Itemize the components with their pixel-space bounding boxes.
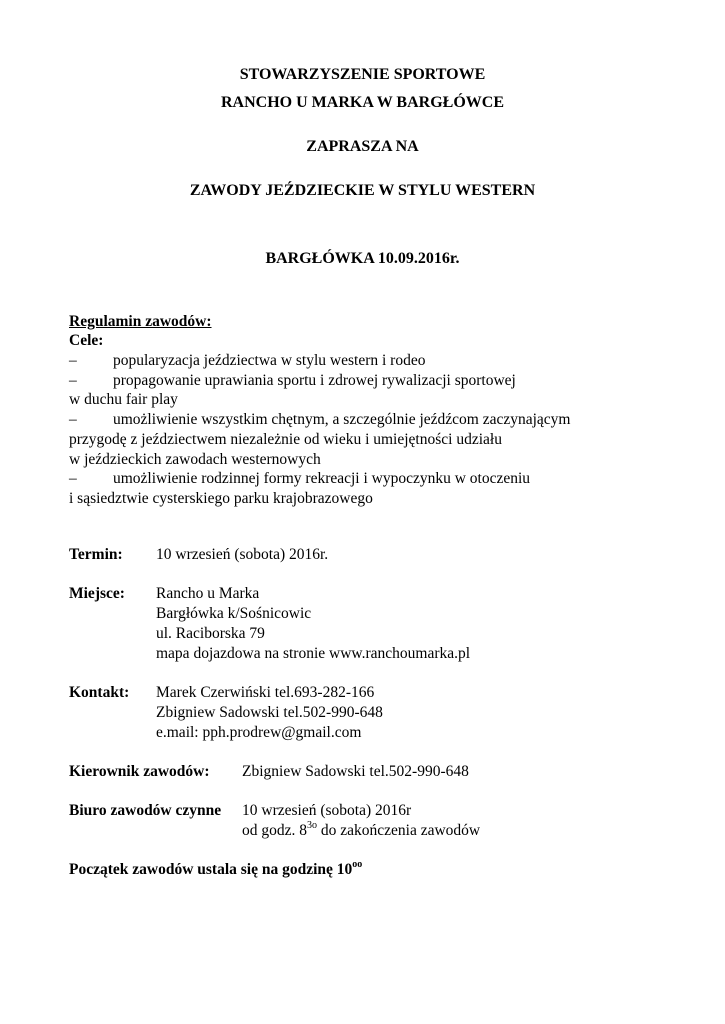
start-time-text: Początek zawodów ustala się na godzinę 10 (69, 861, 353, 878)
goal-item-continuation: w duchu fair play (69, 391, 178, 408)
office-hours (242, 821, 480, 841)
bullet-dash: – (69, 470, 77, 487)
office-label: Biuro zawodów czynne (69, 802, 222, 819)
start-time-sup: oo (352, 858, 363, 870)
contact-label: Kontakt: (69, 684, 130, 701)
place-date-heading: BARGŁÓWKA 10.09.2016r. (265, 250, 460, 267)
manager-value: Zbigniew Sadowski tel.502-990-648 (242, 763, 469, 780)
invite-heading: ZAPRASZA NA (306, 138, 419, 155)
office-hours-post: do zakończenia zawodów (317, 822, 481, 839)
goal-item-continuation: przygodę z jeździectwem niezależnie od wieku i umiejętności udziału (69, 431, 502, 448)
place-line: ul. Raciborska 79 (156, 625, 265, 642)
organizer-location: RANCHO U MARKA W BARGŁÓWCE (221, 94, 504, 111)
organizer-name: STOWARZYSZENIE SPORTOWE (239, 66, 486, 83)
contact-email: e.mail: pph.prodrew@gmail.com (156, 724, 362, 741)
contact-line: Zbigniew Sadowski tel.502-990-648 (156, 704, 383, 721)
bullet-dash: – (69, 411, 77, 428)
goal-item: umożliwienie wszystkim chętnym, a szczególnie jeźdźcom zaczynającym (113, 411, 571, 428)
goal-item-continuation: i sąsiedztwie cysterskiego parku krajobrazowego (69, 490, 373, 507)
term-value: 10 wrzesień (sobota) 2016r. (156, 546, 329, 563)
start-time (69, 860, 362, 880)
rules-heading: Regulamin zawodów: (69, 313, 212, 330)
map-link-line: mapa dojazdowa na stronie www.ranchoumarka.pl (156, 645, 471, 662)
place-line: Rancho u Marka (156, 585, 260, 602)
goal-item: umożliwienie rodzinnej formy rekreacji i wypoczynku w otoczeniu (113, 470, 531, 487)
manager-label: Kierownik zawodów: (69, 763, 210, 780)
goals-label: Cele: (69, 332, 104, 349)
bullet-dash: – (69, 352, 77, 369)
goal-item: propagowanie uprawiania sportu i zdrowej rywalizacji sportowej (113, 372, 516, 389)
office-hours-sup: 3o (307, 819, 318, 831)
place-label: Miejsce: (69, 585, 125, 602)
bullet-dash: – (69, 372, 77, 389)
goal-item: popularyzacja jeździectwa w stylu western i rodeo (113, 352, 426, 369)
contact-line: Marek Czerwiński tel.693-282-166 (156, 684, 375, 701)
place-line: Bargłówka k/Sośnicowic (156, 605, 312, 622)
goal-item-continuation: w jeździeckich zawodach westernowych (69, 451, 321, 468)
event-title: ZAWODY JEŹDZIECKIE W STYLU WESTERN (189, 182, 536, 199)
term-label: Termin: (69, 546, 123, 563)
office-hours-pre: od godz. 8 (242, 822, 308, 839)
office-date: 10 wrzesień (sobota) 2016r (242, 802, 412, 819)
